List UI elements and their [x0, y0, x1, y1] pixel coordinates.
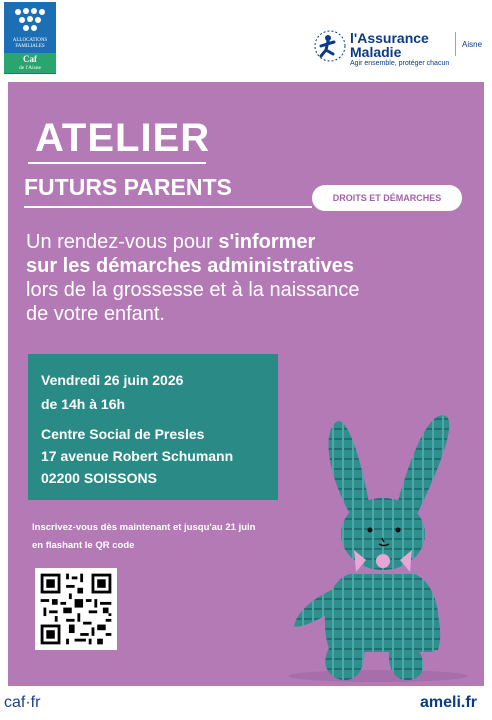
- event-time: de 14h à 16h: [41, 396, 126, 412]
- plush-bunny-image: [258, 404, 484, 686]
- qr-code[interactable]: [35, 568, 117, 650]
- intro-text: Un rendez-vous pour s'informer sur les démarches administratives lors de la grossesse et à la naissance de votre enfant.: [26, 231, 360, 325]
- topic-tag: DROITS ET DÉMARCHES: [312, 185, 462, 211]
- ameli-footer-logo[interactable]: ameli.fr: [420, 694, 477, 711]
- flyer-subtitle: FUTURS PARENTS: [24, 174, 232, 200]
- event-address: 17 avenue Robert Schumann: [41, 448, 234, 464]
- flyer-title: ATELIER: [35, 116, 211, 160]
- event-city: 02200 SOISSONS: [41, 470, 157, 486]
- event-details-box: [28, 354, 278, 500]
- am-tagline: Agir ensemble, protéger chacun: [350, 60, 450, 67]
- assurance-maladie-logo: [312, 28, 488, 72]
- logo-divider: [455, 32, 456, 56]
- title-underline: [28, 162, 206, 164]
- signup-text: Inscrivez-vous dès maintenant et jusqu'au 21 juin en flashant le QR code: [32, 522, 256, 551]
- event-date: Vendredi 26 juin 2026: [41, 372, 184, 388]
- am-name-line1: l'Assurance: [350, 30, 429, 46]
- caf-footer-logo[interactable]: caf·fr: [4, 694, 41, 711]
- am-name-line2: Maladie: [350, 44, 402, 60]
- assurance-maladie-figure-icon: [312, 28, 348, 64]
- caf-emblem-icon: [12, 6, 48, 36]
- event-venue: Centre Social de Presles: [41, 426, 205, 442]
- subtitle-underline: [24, 206, 312, 208]
- caf-logo: ALLOCATIONS FAMILIALES Caf de l'Aisne: [4, 2, 56, 74]
- caf-brand: Caf: [23, 54, 37, 64]
- am-department: Aisne: [462, 40, 483, 49]
- flyer-panel: [8, 82, 484, 686]
- caf-region: de l'Aisne: [19, 65, 41, 71]
